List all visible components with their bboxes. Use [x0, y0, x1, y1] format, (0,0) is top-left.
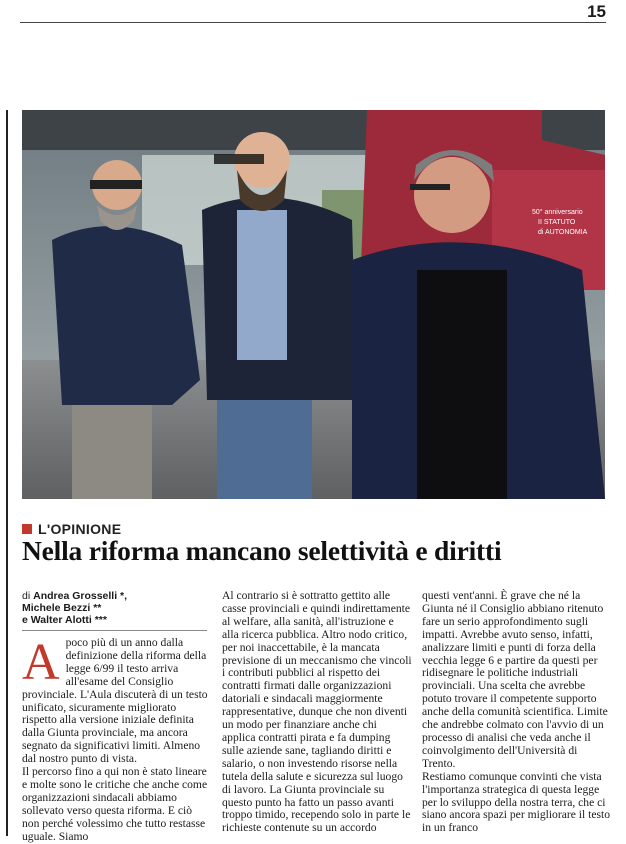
- left-column-rule: [6, 110, 8, 836]
- article-column-1: [22, 590, 212, 844]
- column-3-paragraph-1: questi vent'anni. È grave che né la Giunta né il Consiglio abbiano ritenuto fare un serio approfondimento sugli impatti. Avrebbe avuto senso, infatti, analizzare limiti e punti di forza della vecchia legge 6 e partire da questi per ridisegnare le politiche industriali provinciali. Una scelta che avrebbe potuto trovare il competente supporto anche della comunità scientifica. Limite che andrebbe colmato con l'avvio di un processo di analisi che veda anche il coinvolgimento dell'Università di Trento.: [422, 589, 608, 770]
- article-headline: Nella riforma mancano selettività e diritti: [22, 535, 502, 566]
- column-3-paragraph-2: Restiamo comunque convinti che vista l'importanza strategica di questa legge per lo sviluppo della nostra terra, che ci siano ancora spazi per migliorare il testo in un franco: [422, 769, 611, 835]
- column-1-paragraph-2: Il percorso fino a qui non è stato lineare e molte sono le critiche che anche come organizzazioni sindacali abbiamo sollevato verso questa riforma. E ciò non perché volessimo che tutto restasse uguale. Siamo: [22, 765, 208, 843]
- article-photo: [22, 110, 605, 499]
- photo-illustration: [22, 110, 605, 499]
- article-column-3: [422, 590, 612, 835]
- kicker-square-icon: [22, 524, 32, 534]
- banner-line-3: di AUTONOMIA: [538, 229, 588, 236]
- byline-authors-3: e Walter Alotti ***: [22, 614, 107, 626]
- column-1-paragraph-1: poco più di un anno dalla definizione della riforma della legge 6/99 il testo arriva all'esame del Consiglio provinciale. L'Aula discuterà di un testo unificato, sicuramente migliorato rispetto alla versione iniziale definita dalla Giunta provinciale, ma ancora segnato da significativi limiti. Almeno dal nostro punto di vista.: [22, 636, 208, 766]
- article-column-2: [222, 590, 412, 835]
- byline-authors-1: Andrea Grosselli *,: [33, 590, 128, 602]
- header-rule: [20, 22, 606, 23]
- dropcap: A: [22, 634, 60, 691]
- byline: [22, 590, 207, 631]
- banner-line-2: II STATUTO: [538, 219, 576, 226]
- kicker-label: L'OPINIONE: [38, 521, 122, 537]
- byline-prefix: di: [22, 590, 31, 602]
- page-number: 15: [587, 2, 606, 21]
- column-2-paragraph-1: Al contrario si è sottratto gettito alle casse provinciali e quindi indirettamente al welfare, alla sanità, all'istruzione e alla ricerca pubblica. Altro nodo critico, per noi inaccettabile, è la mancata previsione di un meccanismo che vincoli i contributi pubblici al rispetto dei contratti firmati dalle organizzazioni datoriali e sindacali maggiormente rappresentative, dunque che non diventi un modo per finanziare anche chi applica contratti pirata e fa dumping sulle aziende sane, tagliando diritti e salario, o non investendo risorse nella tutela della salute e sicurezza sul luogo di lavoro. La Giunta provinciale su questo punto ha fatto un passo avanti troppo timido, recependo solo in parte le richieste contenute su un accordo: [222, 589, 412, 835]
- banner-line-1: 50° anniversario: [532, 209, 583, 216]
- byline-authors-2: Michele Bezzi **: [22, 602, 102, 614]
